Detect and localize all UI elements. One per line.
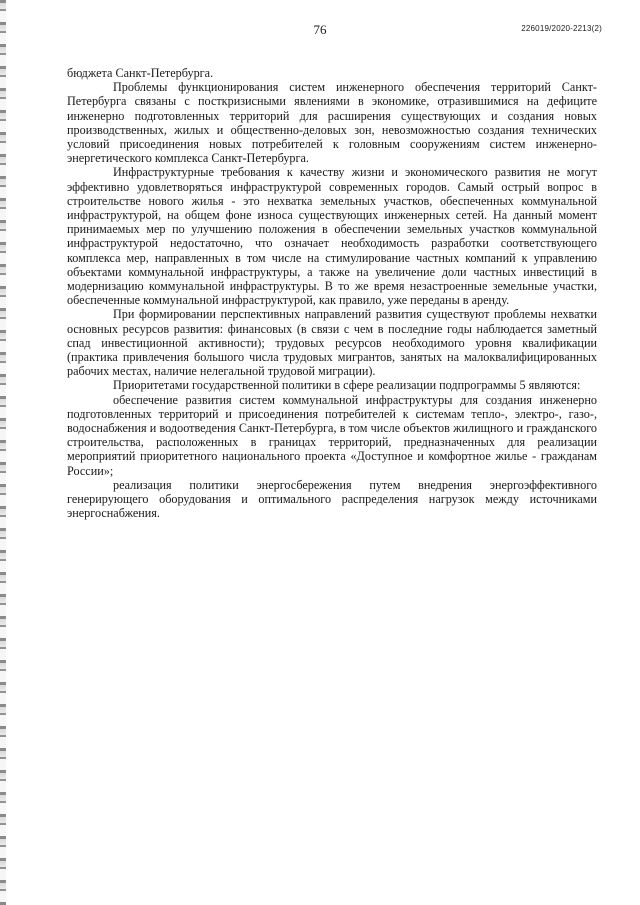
paragraph-budget-ending: бюджета Санкт-Петербурга.: [67, 66, 214, 80]
document-body: [67, 66, 597, 521]
paragraph-engineering-problems: Проблемы функционирования систем инженерного обеспечения территорий Санкт-Петербурга связаны с посткризисными явлениями в экономике, отразившимися на дефиците инженерно подготовленных территорий для расширения существующих и создания новых производственных, жилых и общественно-деловых зон, невозможностью создания технических условий присоединения новых потребителей к головным сооружениям систем инженерно-энергетического комплекса Санкт-Петербурга.: [67, 80, 597, 166]
document-code: 226019/2020-2213(2): [521, 24, 602, 33]
scan-edge-artifact: [0, 0, 6, 905]
paragraph-priorities-intro: Приоритетами государственной политики в сфере реализации подпрограммы 5 являются:: [113, 378, 581, 393]
paragraph-priority-infrastructure: обеспечение развития систем коммунальной инфраструктуры для создания инженерно подготовленных территорий и присоединения потребителей к системам тепло-, электро-, газо-, водоснабжения и водоотведения Санкт-Петербурга, в том числе объектов жилищного и гражданского строительства, расположенных в границах территорий, предназначенных для реализации мероприятий приоритетного национального проекта «Доступное и комфортное жилье - гражданам России»;: [67, 392, 597, 478]
paragraph-priority-energy-saving: реализация политики энергосбережения путем внедрения энергоэффективного генерирующего оборудования и оптимального распределения нагрузок между источниками энергоснабжения.: [67, 477, 597, 521]
paragraph-infrastructure-requirements: Инфраструктурные требования к качеству жизни и экономического развития не могут эффективно удовлетворяться инфраструктурой современных городов. Самый острый вопрос в строительстве нового жилья - это нехватка земельных участков, обеспеченных коммунальной инфраструктурой, на общем фоне износа существующих инженерных сетей. На данный момент принимаемых мер по улучшению положения в обеспечении земельных участков коммунальной инфраструктурой недостаточно, что означает необходимость разработки соответствующего комплекса мер, направленных в том числе на стимулирование частных компаний к управлению объектами коммунальной инфраструктуры, а также на увеличение доли частных инвестиций в модернизацию коммунальной инфраструктуры. В то же время незастроенные земельные участки, обеспеченные коммунальной инфраструктурой, как правило, уже переданы в аренду.: [67, 165, 597, 308]
paragraph-resource-shortage: При формировании перспективных направлений развития существуют проблемы нехватки основных ресурсов развития: финансовых (в связи с чем в последние годы наблюдается заметный спад инвестиционной активности); трудовых ресурсов необходимого уровня квалификации (практика привлечения большого числа трудовых мигрантов, занятых на малоквалифицированных рабочих местах, наличие нелегальной трудовой миграции).: [67, 307, 597, 379]
page-number: 76: [313, 22, 327, 37]
